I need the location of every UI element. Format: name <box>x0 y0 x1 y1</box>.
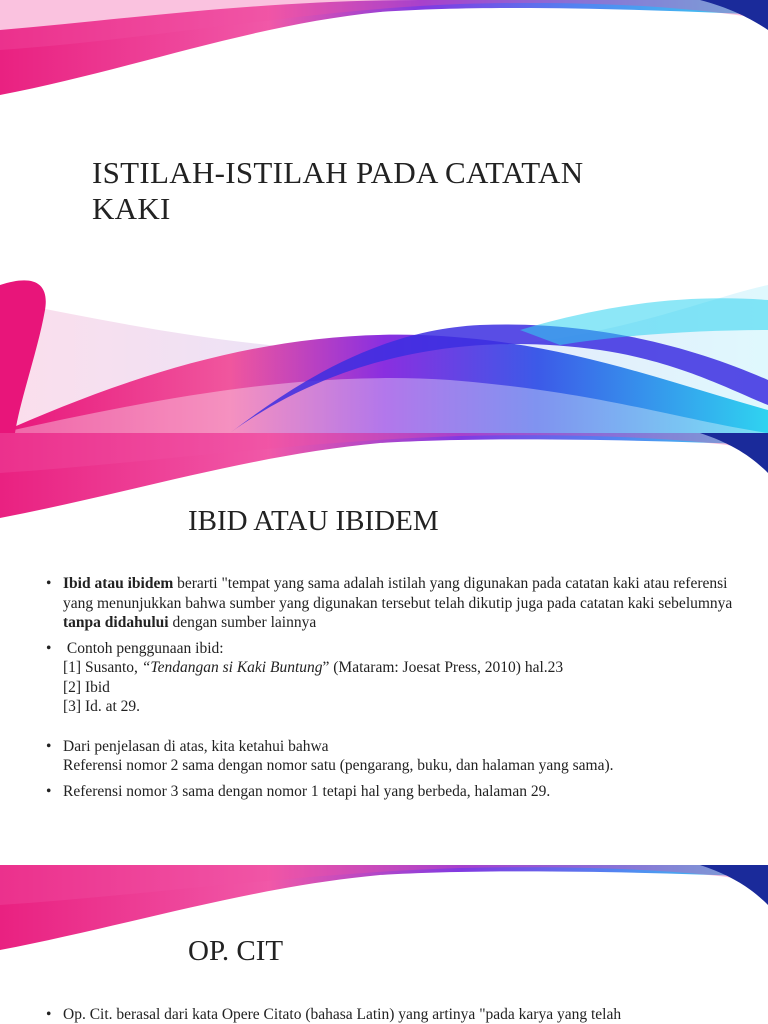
bold-emphasis: tanpa didahului <box>63 614 169 631</box>
title-line-2: KAKI <box>92 191 171 226</box>
bullet-icon: • <box>46 1006 52 1023</box>
explanation-line-1: Dari penjelasan di atas, kita ketahui bahwa <box>63 737 329 755</box>
definition-text: Op. Cit. berasal dari kata Opere Citato (bahasa Latin) yang artinya "pada karya yang telah <box>63 1006 622 1023</box>
slide-title: OP. CIT <box>188 935 284 967</box>
bold-term: Ibid atau ibidem <box>63 575 174 592</box>
example-line-1 <box>63 658 734 678</box>
list-item <box>44 1005 734 1024</box>
example-line-3: [3] Id. at 29. <box>63 698 141 715</box>
definition-text-end: dengan sumber lainnya <box>168 614 317 631</box>
list-item <box>44 639 734 717</box>
slide-content <box>44 1005 734 1024</box>
bullet-icon: • <box>46 782 52 800</box>
book-title: “Tendangan si Kaki Buntung <box>141 659 323 676</box>
example-intro: Contoh penggunaan ibid: <box>63 639 224 657</box>
example-prefix: [1] Susanto, <box>63 659 142 676</box>
title-line-1: ISTILAH-ISTILAH PADA CATATAN <box>92 155 584 190</box>
list-item <box>44 737 734 776</box>
explanation-line-2: Referensi nomor 2 sama dengan nomor satu (pengarang, buku, dan halaman yang sama). <box>63 757 614 774</box>
bullet-icon: • <box>46 575 52 592</box>
example-suffix: ” (Mataram: Joesat Press, 2010) hal.23 <box>322 659 564 676</box>
slide-content <box>44 574 734 807</box>
explanation-text: Referensi nomor 3 sama dengan nomor 1 tetapi hal yang berbeda, halaman 29. <box>63 782 551 800</box>
title-slide <box>0 0 768 433</box>
bullet-icon: • <box>46 639 52 657</box>
wave-decoration <box>0 865 768 975</box>
list-item <box>44 782 734 802</box>
slide-title: IBID ATAU IBIDEM <box>188 505 439 537</box>
ibid-slide <box>0 433 768 865</box>
slide-title <box>92 155 652 227</box>
list-item <box>44 574 734 633</box>
example-line-2: [2] Ibid <box>63 678 110 696</box>
bullet-icon: • <box>46 737 52 755</box>
op-cit-slide <box>0 865 768 1024</box>
definition-text: berarti "tempat yang sama adalah istilah yang digunakan pada catatan kaki atau referensi yang menunjukkan bahwa sumber yang digunakan tersebut telah dikutip juga pada catatan kaki sebelumnya <box>63 575 733 612</box>
